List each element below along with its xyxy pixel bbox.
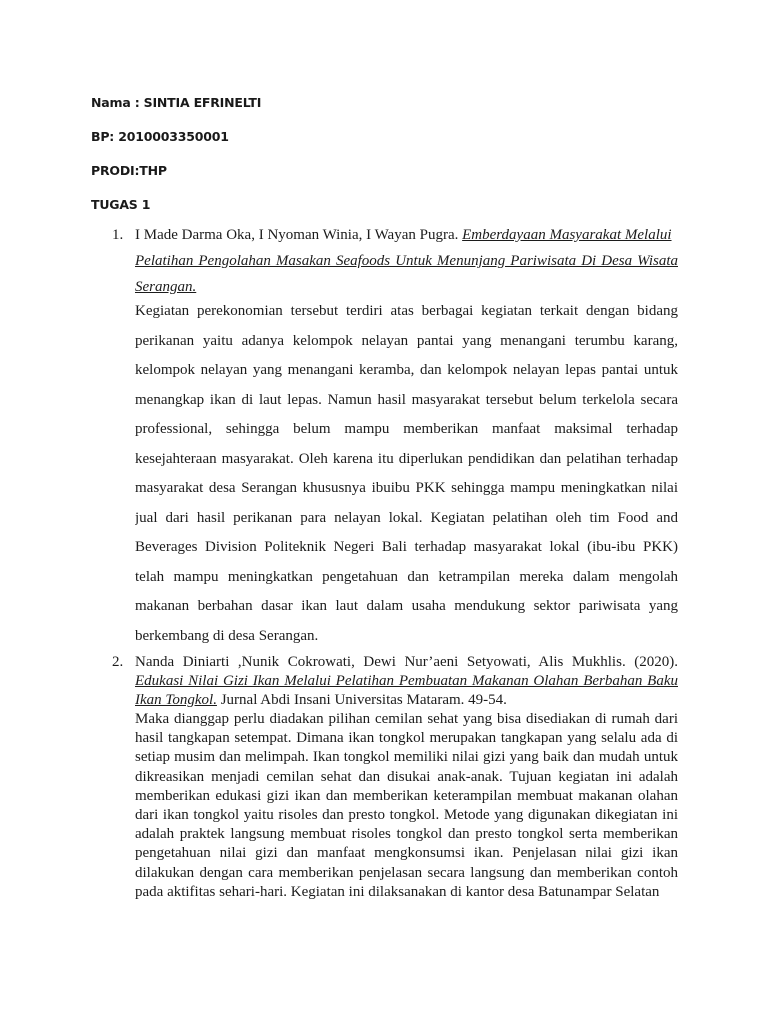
item-1-abstract-line-text: professional, sehingga belum mampu memberikan manfaat maksimal terhadap — [135, 421, 678, 437]
student-bp: BP: 2010003350001 — [91, 129, 229, 144]
item-1-title-line-2 — [135, 253, 678, 270]
item-2-abstract-line-text: setiap musim dan melimpah. Ikan tongkol memiliki nilai gizi yang baik dan mudah untuk — [135, 749, 678, 766]
item-2-abstract-line-text: dilakukan dengan cara memberikan penjelasan secara langsung dan memberikan contoh — [135, 864, 678, 881]
item-2-abstract-line — [135, 845, 678, 865]
item-2-number: 2. — [112, 654, 124, 670]
item-2-title-line-1 — [135, 673, 678, 693]
item-2-abstract-line — [135, 826, 678, 846]
item-2-abstract-line — [135, 807, 678, 827]
item-1-abstract-line — [135, 362, 678, 382]
item-2-abstract-line — [135, 788, 678, 808]
item-1-abstract-line-text: Beverages Division Politeknik Negeri Bali terhadap masyarakat lokal (ibu-ibu PKK) — [135, 539, 678, 555]
item-1-title-line-2-text: Pelatihan Pengolahan Masakan Seafoods Untuk Menunjang Pariwisata Di Desa Wisata — [135, 253, 678, 269]
item-1-citation-line-1 — [135, 227, 678, 244]
item-1-authors: I Made Darma Oka, I Nyoman Winia, I Wayan Pugra. — [135, 227, 459, 243]
item-1-abstract-line — [135, 569, 678, 589]
item-2-abstract-line — [135, 884, 678, 904]
item-2-abstract-line — [135, 769, 678, 789]
item-1-abstract-line — [135, 628, 678, 648]
item-1-abstract-line — [135, 598, 678, 618]
item-1-abstract-line — [135, 392, 678, 412]
item-2-authors: Nanda Diniarti ,Nunik Cokrowati, Dewi Nur’aeni Setyowati, Alis Mukhlis. (2020). — [135, 654, 678, 670]
assignment-title: TUGAS 1 — [91, 197, 151, 212]
item-1-abstract-line-text: jual dari hasil perikanan para nelayan lokal. Kegiatan pelatihan oleh tim Food and — [135, 509, 678, 526]
item-2-authors-line — [135, 654, 678, 674]
item-1-title-line-3-text: Serangan. — [135, 279, 197, 295]
item-1-number: 1. — [112, 227, 124, 243]
item-1-abstract-line-text: berkembang di desa Serangan. — [135, 627, 319, 644]
item-2-abstract-line — [135, 711, 678, 731]
item-2-journal: Jurnal Abdi Insani Universitas Mataram. 49-54. — [220, 692, 507, 708]
item-1-abstract-line — [135, 539, 678, 559]
item-1-title: Emberdayaan Masyarakat Melalui — [462, 227, 672, 243]
item-2-abstract-line — [135, 749, 678, 769]
item-2-entry — [135, 654, 678, 944]
student-name: Nama : SINTIA EFRINELTI — [91, 95, 262, 110]
item-1-abstract-line-text: telah mampu meningkatkan pengetahuan dan ketrampilan mereka dalam mengolah — [135, 568, 678, 585]
item-2-abstract-line-text: Maka dianggap perlu diadakan pilihan cemilan sehat yang bisa disediakan di rumah dari — [135, 711, 678, 727]
item-2-abstract-line-text: memberikan edukasi gizi ikan dan memberikan keterampilan membuat makanan olahan — [135, 787, 678, 804]
item-2-abstract-line — [135, 730, 678, 750]
item-1-abstract-line-text: masyarakat desa Serangan khususnya ibuibu PKK sehingga mampu meningkatkan nilai — [135, 480, 678, 496]
item-1-abstract-line — [135, 510, 678, 530]
item-1-entry — [135, 227, 678, 644]
item-1-abstract-line — [135, 480, 678, 500]
item-2-abstract-line-text: dikreasikan menjadi cemilan sehat dan disukai anak-anak. Tujuan kegiatan ini adalah — [135, 768, 678, 785]
item-2-title-line-2 — [135, 692, 678, 709]
item-2-abstract-line-text: adalah praktek langsung membuat risoles tongkol dan presto tongkol serta memberikan — [135, 826, 678, 843]
item-1-abstract-line — [135, 303, 678, 323]
item-1-abstract-line-text: kesejahteraan masyarakat. Oleh karena itu diperlukan pendidikan dan pelatihan terhadap — [135, 450, 678, 467]
item-1-abstract-line — [135, 333, 678, 353]
item-2-abstract-line-text: pada aktifitas sehari-hari. Kegiatan ini dilaksanakan di kantor desa Batunampar Selatan — [135, 883, 660, 900]
item-2-abstract-line-text: hasil tangkapan setempat. Dimana ikan tongkol merupakan tangkapan yang selalu ada di — [135, 730, 678, 747]
item-1-abstract-line — [135, 421, 678, 441]
item-1-title-line-3 — [135, 279, 678, 296]
item-1-abstract-line-text: makanan berbahan dasar ikan laut dalam usaha mendukung sektor pariwisata yang — [135, 598, 678, 614]
item-2-abstract-line-text: pengetahuan nilai gizi dan manfaat mengkonsumsi ikan. Penjelasan nilai gizi ikan — [135, 845, 678, 862]
item-1-abstract-line — [135, 451, 678, 471]
item-1-abstract-line-text: perikanan yaitu adanya kelompok nelayan pantai yang menangani terumbu karang, — [135, 332, 678, 349]
item-2-title-line-2-text: Ikan Tongkol. — [135, 692, 217, 708]
item-1-abstract-line-text: menangkap ikan di laut lepas. Namun hasil masyarakat tersebut belum terkelola secara — [135, 391, 678, 408]
item-2-title: Edukasi Nilai Gizi Ikan Melalui Pelatihan Pembuatan Makanan Olahan Berbahan Baku — [135, 673, 678, 689]
study-program: PRODI:THP — [91, 163, 167, 178]
item-1-abstract-line-text: kelompok nelayan yang menangani keramba, dan kelompok nelayan lepas pantai untuk — [135, 362, 678, 378]
item-1-abstract-line-text: Kegiatan perekonomian tersebut terdiri atas berbagai kegiatan terkait dengan bidang — [135, 303, 678, 319]
item-2-abstract-line — [135, 865, 678, 885]
item-2-abstract-line-text: dari ikan tongkol yaitu risoles dan presto tongkol. Metode yang digunakan dikegiatan ini — [135, 807, 678, 823]
